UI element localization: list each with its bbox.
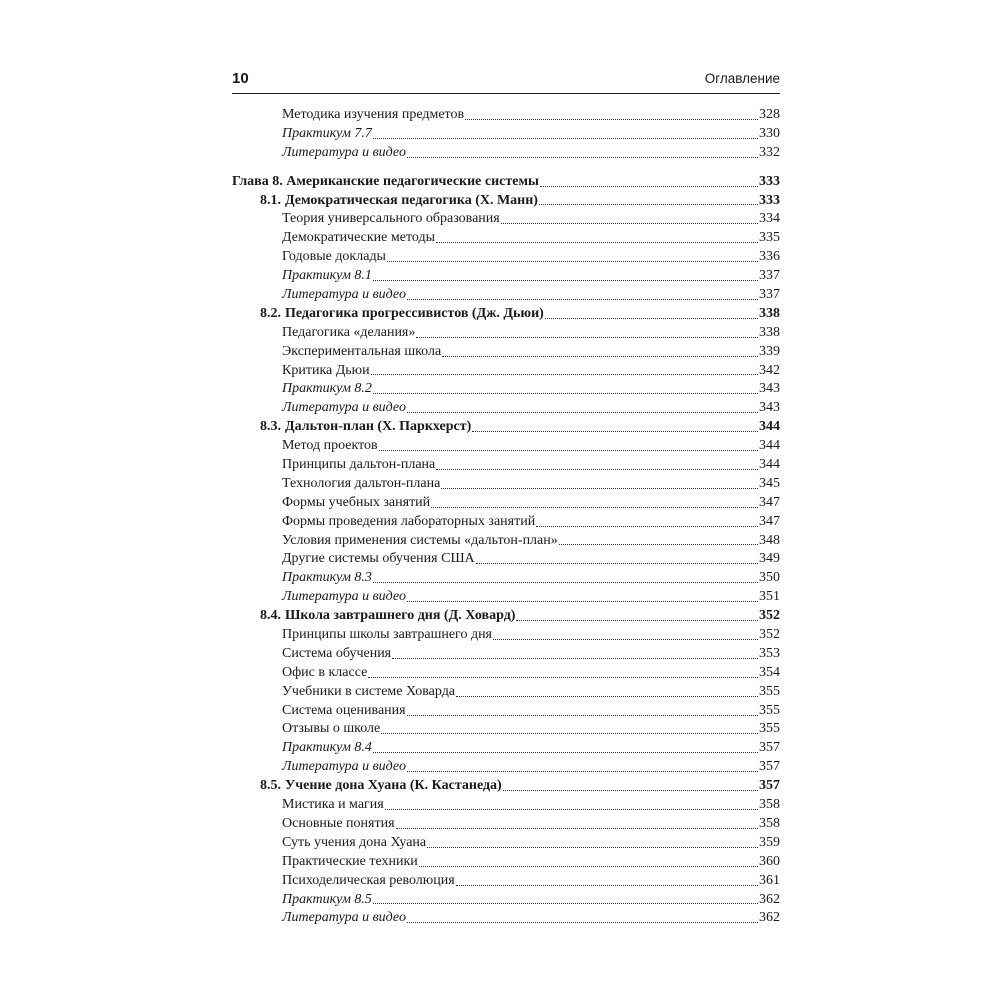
toc-entry-row [232,626,780,645]
toc-page-number: 335 [759,230,780,246]
toc-section-number: 8.1. [260,192,281,208]
toc-leader-dots [441,488,758,489]
toc-page-number: 358 [759,797,780,813]
toc-leader-dots [465,119,758,120]
toc-title: Педагогика «делания» [282,324,416,340]
toc-leader-dots [501,223,758,224]
toc-leader-dots [373,138,758,139]
toc-entry-row [232,569,780,588]
toc-entry-row [232,721,780,740]
toc-page-number: 343 [759,400,780,416]
toc-entry-row [232,532,780,551]
toc-leader-dots [368,677,758,678]
toc-title: Практикум 7.7 [282,125,372,141]
toc-page-number: 344 [759,438,780,454]
toc-entry-row [232,494,780,513]
toc-entry-row [232,437,780,456]
toc-page-number: 353 [759,645,780,661]
toc-title: Литература и видео [282,400,406,416]
table-of-contents [232,106,780,928]
toc-leader-dots [396,828,758,829]
toc-entry-row [232,796,780,815]
toc-leader-dots [427,847,758,848]
toc-title: Формы проведения лабораторных занятий [282,513,536,529]
toc-entry-row [232,144,780,163]
toc-page-number: 357 [759,759,780,775]
toc-page-number: 355 [759,702,780,718]
toc-title: Теория универсального образования [282,211,500,227]
toc-section-number: 8.2. [260,305,281,321]
toc-leader-dots [442,356,758,357]
toc-leader-dots [407,922,758,923]
toc-leader-dots [516,620,758,621]
toc-title: Литература и видео [282,759,406,775]
toc-leader-dots [373,393,758,394]
toc-page-number: 362 [759,891,780,907]
toc-page-number: 359 [759,834,780,850]
toc-leader-dots [407,715,758,716]
toc-title: Глава 8. Американские педагогические системы [232,173,539,189]
toc-page-number: 345 [759,475,780,491]
toc-title: Метод проектов [282,438,378,454]
toc-leader-dots [407,771,758,772]
toc-page-number: 360 [759,853,780,869]
toc-title: Педагогика прогрессивистов (Дж. Дьюи) [285,305,544,321]
toc-title: Учение дона Хуана (К. Кастанеда) [285,778,502,794]
toc-title: Годовые доклады [282,249,386,265]
toc-leader-dots [407,412,758,413]
toc-entry-row [232,891,780,910]
toc-entry-row [232,758,780,777]
toc-entry-row [232,815,780,834]
toc-title: Система оценивания [282,702,406,718]
toc-entry-row [232,588,780,607]
toc-entry-row [232,210,780,229]
header-rule [232,93,780,94]
toc-leader-dots [559,544,758,545]
toc-page-number: 361 [759,872,780,888]
toc-title: Практикум 8.5 [282,891,372,907]
toc-page-number: 330 [759,125,780,141]
toc-entry-row [232,739,780,758]
toc-leader-dots [493,639,758,640]
toc-leader-dots [387,261,758,262]
toc-leader-dots [373,903,758,904]
toc-entry-row [232,909,780,928]
toc-entry-row [232,362,780,381]
toc-title: Офис в классе [282,664,368,680]
toc-section-number: 8.3. [260,419,281,435]
toc-entry-row [232,853,780,872]
toc-page-number: 350 [759,570,780,586]
toc-section-number: 8.5. [260,778,281,794]
toc-leader-dots [379,450,758,451]
toc-page-number: 355 [759,683,780,699]
toc-page-number: 344 [759,457,780,473]
toc-entry-row [232,872,780,891]
toc-leader-dots [419,866,758,867]
toc-entry-row [232,645,780,664]
toc-title: Практикум 8.4 [282,740,372,756]
toc-page-number: 347 [759,513,780,529]
toc-page-number: 339 [759,343,780,359]
toc-page-number: 338 [759,324,780,340]
toc-leader-dots [476,563,758,564]
toc-title: Демократические методы [282,230,436,246]
toc-page-number: 336 [759,249,780,265]
toc-leader-dots [431,507,758,508]
toc-entry-row [232,343,780,362]
toc-entry-row [232,702,780,721]
toc-title: Литература и видео [282,910,406,926]
toc-title: Практикум 8.2 [282,381,372,397]
toc-leader-dots [456,696,758,697]
toc-page-number: 347 [759,494,780,510]
toc-title: Практикум 8.1 [282,268,372,284]
toc-section-row [232,607,780,626]
toc-title: Психоделическая революция [282,872,455,888]
toc-section-row [232,418,780,437]
toc-title: Другие системы обучения США [282,551,475,567]
toc-title: Мистика и магия [282,797,384,813]
toc-section-row [232,777,780,796]
toc-title: Учебники в системе Ховарда [282,683,456,699]
toc-page-number: 349 [759,551,780,567]
toc-page-number: 357 [759,778,780,794]
toc-page-number: 338 [759,305,780,321]
toc-leader-dots [385,809,758,810]
toc-section-row [232,305,780,324]
toc-entry-row [232,229,780,248]
page-number: 10 [232,70,249,87]
toc-page-number: 362 [759,910,780,926]
toc-leader-dots [545,318,758,319]
toc-title: Критика Дьюи [282,362,370,378]
toc-leader-dots [373,280,758,281]
toc-page-number: 348 [759,532,780,548]
toc-entry-row [232,248,780,267]
toc-page-number: 352 [759,627,780,643]
toc-leader-dots [436,469,758,470]
toc-chapter-row [232,173,780,192]
toc-title: Экспериментальная школа [282,343,442,359]
toc-title: Отзывы о школе [282,721,381,737]
toc-leader-dots [472,431,758,432]
toc-entry-row [232,456,780,475]
toc-title: Принципы дальтон-плана [282,457,436,473]
toc-entry-row [232,399,780,418]
toc-page-number: 354 [759,664,780,680]
toc-leader-dots [373,752,758,753]
toc-title: Методика изучения предметов [282,106,465,122]
toc-entry-row [232,664,780,683]
toc-page-number: 337 [759,268,780,284]
toc-entry-row [232,513,780,532]
toc-leader-dots [540,186,758,187]
toc-leader-dots [407,299,758,300]
toc-entry-row [232,834,780,853]
toc-title: Суть учения дона Хуана [282,834,427,850]
toc-title: Школа завтрашнего дня (Д. Ховард) [285,608,516,624]
toc-section-number: 8.4. [260,608,281,624]
toc-entry-row [232,286,780,305]
toc-leader-dots [539,204,758,205]
toc-title: Система обучения [282,645,392,661]
toc-page-number: 333 [759,173,780,189]
toc-entry-row [232,380,780,399]
toc-leader-dots [456,885,758,886]
toc-leader-dots [536,526,758,527]
toc-page-number: 332 [759,144,780,160]
toc-leader-dots [381,733,758,734]
toc-leader-dots [373,582,758,583]
running-title: Оглавление [704,71,780,86]
toc-section-row [232,192,780,211]
toc-leader-dots [503,790,758,791]
toc-title: Принципы школы завтрашнего дня [282,627,492,643]
toc-leader-dots [407,157,758,158]
toc-leader-dots [371,374,758,375]
toc-title: Практикум 8.3 [282,570,372,586]
toc-entry-row [232,475,780,494]
toc-title: Демократическая педагогика (Х. Манн) [285,192,538,208]
toc-entry-row [232,683,780,702]
toc-title: Практические техники [282,853,418,869]
toc-page-number: 334 [759,211,780,227]
toc-page-number: 357 [759,740,780,756]
toc-page-number: 351 [759,589,780,605]
toc-entry-row [232,267,780,286]
toc-title: Формы учебных занятий [282,494,431,510]
toc-entry-row [232,106,780,125]
toc-title: Литература и видео [282,589,406,605]
toc-page-number: 328 [759,106,780,122]
toc-title: Литература и видео [282,144,406,160]
toc-title: Литература и видео [282,287,406,302]
toc-leader-dots [436,242,758,243]
toc-page-number: 352 [759,608,780,624]
page-header [232,70,780,92]
toc-page-number: 344 [759,419,780,435]
toc-leader-dots [416,337,758,338]
toc-page-number: 343 [759,381,780,397]
toc-title: Основные понятия [282,815,395,831]
toc-page-number: 337 [759,287,780,302]
toc-entry-row [232,550,780,569]
toc-title: Технология дальтон-плана [282,475,441,491]
toc-page-number: 342 [759,362,780,378]
toc-leader-dots [392,658,758,659]
toc-page-number: 333 [759,192,780,208]
toc-entry-row [232,125,780,144]
toc-title: Условия применения системы «дальтон-план» [282,532,558,548]
toc-entry-row [232,324,780,343]
toc-leader-dots [407,601,758,602]
toc-title: Дальтон-план (Х. Паркхерст) [285,419,472,435]
toc-page-number: 358 [759,815,780,831]
toc-page-number: 355 [759,721,780,737]
